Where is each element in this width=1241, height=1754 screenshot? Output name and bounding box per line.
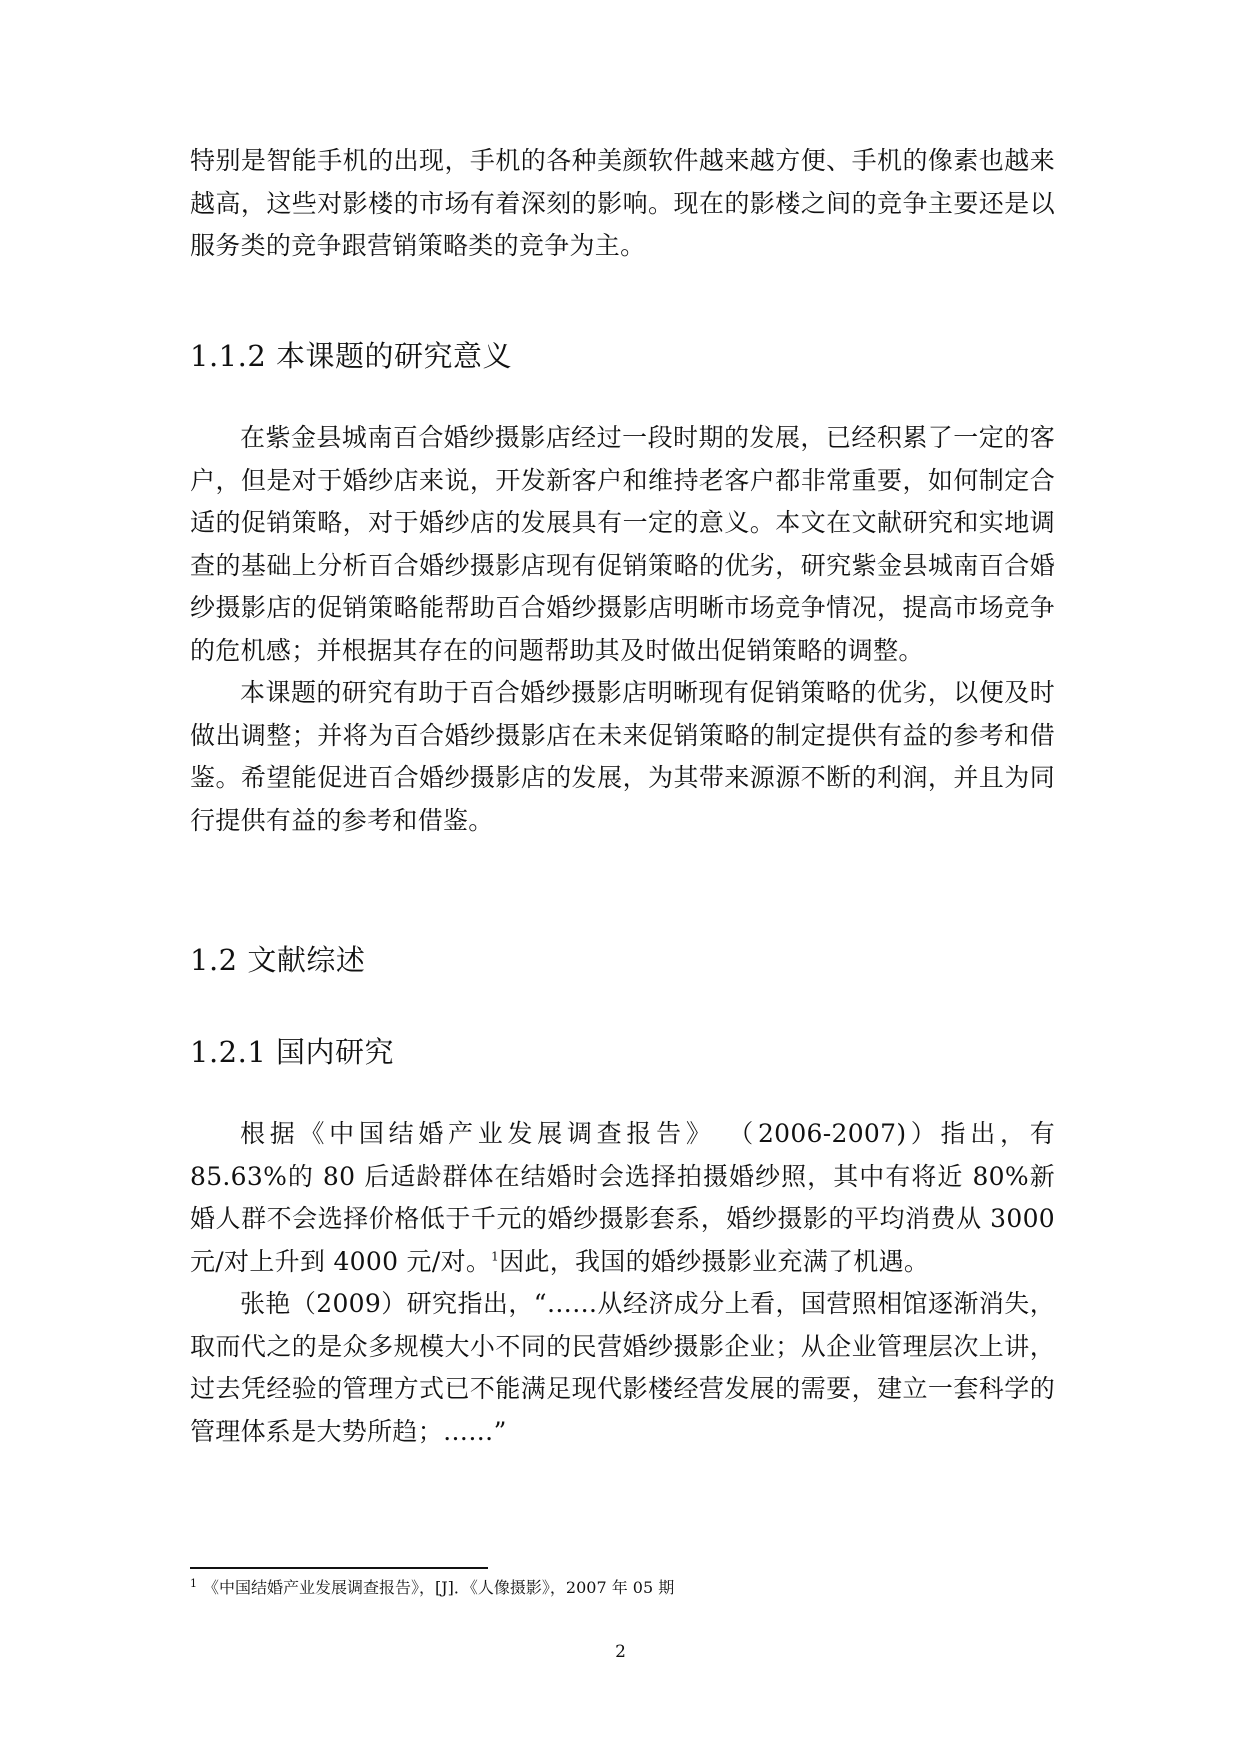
paragraph-continuation xyxy=(190,140,1055,268)
footnote xyxy=(190,1576,1055,1600)
section-body-1-1-2 xyxy=(190,417,1055,842)
section-heading-1-2 xyxy=(190,940,1055,980)
section-heading-1-1-2 xyxy=(190,336,1055,376)
paragraph-text-part: 根据《中国结婚产业发展调查报告》 （2006-2007)）指出，有 85.63%的 80 后适龄群体在结婚时会选择拍摄婚纱照，其中有将近 80%新婚人群不会选择价格低于千元的婚纱摄影套系，婚纱摄影的平均消费从 3000 元/对上升到 4000 元/对。 xyxy=(190,1119,1055,1276)
footnote-reference: 1 xyxy=(491,1249,500,1264)
paragraph-text: 本课题的研究有助于百合婚纱摄影店明晰现有促销策略的优劣，以便及时做出调整；并将为百合婚纱摄影店在未来促销策略的制定提供有益的参考和借鉴。希望能促进百合婚纱摄影店的发展，为其带来源源不断的利润，并且为同行提供有益的参考和借鉴。 xyxy=(190,678,1055,835)
paragraph-text: 在紫金县城南百合婚纱摄影店经过一段时期的发展，已经积累了一定的客户，但是对于婚纱店来说，开发新客户和维持老客户都非常重要，如何制定合适的促销策略，对于婚纱店的发展具有一定的意义。本文在文献研究和实地调查的基础上分析百合婚纱摄影店现有促销策略的优劣，研究紫金县城南百合婚纱摄影店的促销策略能帮助百合婚纱摄影店明晰市场竞争情况，提高市场竞争的危机感；并根据其存在的问题帮助其及时做出促销策略的调整。 xyxy=(190,423,1055,665)
section-heading: 1.1.2 本课题的研究意义 xyxy=(190,339,513,373)
footnote-mark: 1 xyxy=(190,1576,197,1590)
section-heading: 1.2 文献综述 xyxy=(190,943,366,977)
paragraph-text xyxy=(190,1113,1055,1283)
paragraph-text: 特别是智能手机的出现，手机的各种美颜软件越来越方便、手机的像素也越来越高，这些对影楼的市场有着深刻的影响。现在的影楼之间的竞争主要还是以服务类的竞争跟营销策略类的竞争为主。 xyxy=(190,146,1055,260)
section-heading: 1.2.1 国内研究 xyxy=(190,1035,395,1069)
paragraph-text-part: 因此，我国的婚纱摄影业充满了机遇。 xyxy=(499,1246,930,1276)
paragraph-text: 张艳（2009）研究指出，“……从经济成分上看，国营照相馆逐渐消失，取而代之的是众多规模大小不同的民营婚纱摄影企业；从企业管理层次上讲，过去凭经验的管理方式已不能满足现代影楼经营发展的需要，建立一套科学的管理体系是大势所趋；……” xyxy=(190,1289,1055,1446)
section-body-1-2-1 xyxy=(190,1113,1055,1453)
footnote-divider xyxy=(190,1567,488,1569)
footnote-text: 《中国结婚产业发展调查报告》，[J]．《人像摄影》，2007 年 05 期 xyxy=(203,1578,675,1597)
section-heading-1-2-1 xyxy=(190,1032,1055,1072)
page-number: 2 xyxy=(615,1642,626,1662)
